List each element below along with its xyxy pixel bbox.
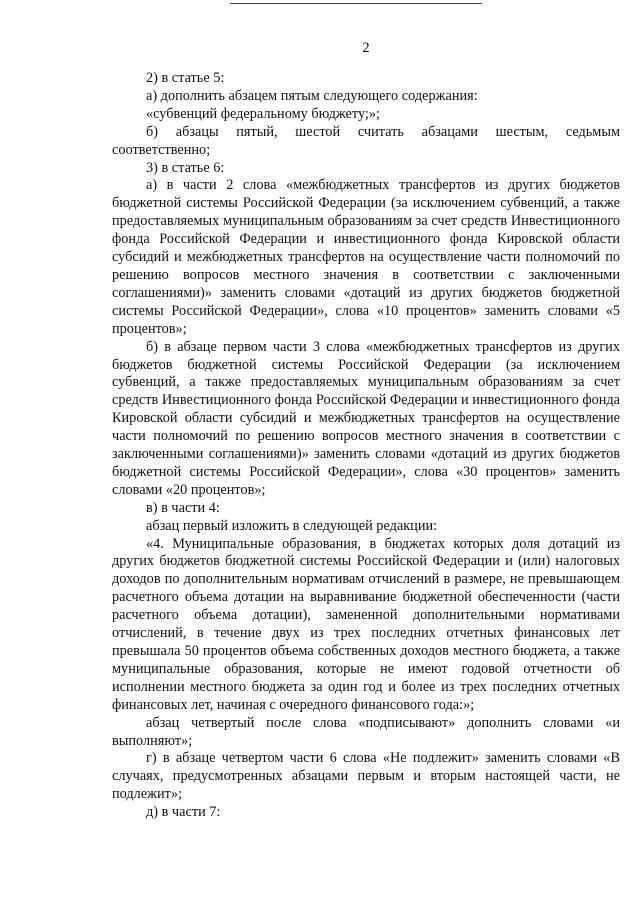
paragraph-6b: б) в абзаце первом части 3 слова «межбюджетных трансфертов из других бюджетов бюджетной системы Российской Федерации (за исключением субвенций, а также предоставляемых муниципальным образованиям за счет средств Инвестиционного фонда Российской Федерации и инвестиционного фонда Кировской области субсидий и межбюджетных трансфертов на осуществление части полномочий по решению вопросов местного значения в соответствии с заключенными соглашениями)» заменить словами «дотаций из других бюджетов бюджетной системы Российской Федерации», слова «30 процентов» заменить словами «20 процентов»; xyxy=(112,338,620,498)
paragraph-6g: г) в абзаце четвертом части 6 слова «Не подлежит» заменить словами «В случаях, предусмотренных абзацами первым и вторым настоящей части, не подлежит»; xyxy=(112,750,620,803)
paragraph-article-6: 3) в статье 6: xyxy=(146,159,225,176)
document-body xyxy=(112,70,620,822)
page-number: 2 xyxy=(362,40,370,56)
paragraph-5a-quote: «субвенций федеральному бюджету;»; xyxy=(146,105,380,122)
paragraph-6a: а) в части 2 слова «межбюджетных трансфертов из других бюджетов бюджетной системы Российской Федерации (за исключением субвенций, а также предоставляемых муниципальным образованиям за счет средств Инвестиционного фонда Российской Федерации и инвестиционного фонда Кировской области субсидий и межбюджетных трансфертов на осуществление части полномочий по решению вопросов местного значения в соответствии с заключенными соглашениями)» заменить словами «дотаций из других бюджетов бюджетной системы Российской Федерации», слова «10 процентов» заменить словами «5 процентов»; xyxy=(112,177,620,337)
paragraph-5b: б) абзацы пятый, шестой считать абзацами шестым, седьмым соответственно; xyxy=(112,123,620,158)
paragraph-5a: а) дополнить абзацем пятым следующего содержания: xyxy=(146,87,478,104)
paragraph-article-5: 2) в статье 5: xyxy=(146,70,225,86)
paragraph-6v-fourth: абзац четвертый после слова «подписывают» дополнить словами «и выполняют»; xyxy=(112,714,620,749)
paragraph-6v-intro: абзац первый изложить в следующей редакции: xyxy=(146,517,438,534)
top-edge-line xyxy=(230,3,482,4)
paragraph-6d: д) в части 7: xyxy=(146,804,221,821)
paragraph-6v: в) в части 4: xyxy=(146,499,220,516)
paragraph-6v-new-text: «4. Муниципальные образования, в бюджетах которых доля дотаций из других бюджетов бюджетной системы Российской Федерации и (или) налоговых доходов по дополнительным нормативам отчислений в размере, не превышающем расчетного объема дотации на выравнивание бюджетной обеспеченности (части расчетного объема дотации), замененной дополнительными нормативами отчислений, в течение двух из трех последних отчетных финансовых лет превышала 50 процентов объема собственных доходов местного бюджета, а также муниципальные образования, которые не имеют годовой отчетности об исполнении местного бюджета за один год и более из трех последних отчетных финансовых лет, начиная с очередного финансового года:»; xyxy=(112,535,620,713)
